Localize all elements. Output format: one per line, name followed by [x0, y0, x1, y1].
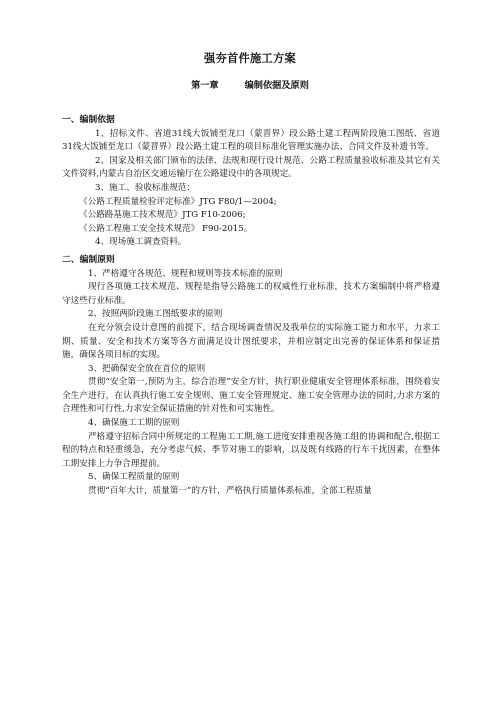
principle-title: 1、严格遵守各规范、规程和规则等技术标准的原则 — [88, 268, 283, 279]
standard-item: 《公路路基施工技术规范》JTG F10-2006; — [79, 210, 246, 221]
paragraph: 4、现场施工调查资料。 — [95, 237, 187, 248]
paragraph: 贯彻“百年大计，质量第一”的方针，严格执行质量体系标准，全部工程质量 — [88, 486, 372, 497]
section-heading-basis: 一、编制依据 — [62, 115, 115, 125]
standard-item: 《公路工程质量检验评定标准》JTG F80/1—2004; — [79, 196, 277, 207]
paragraph: 现行各项施工技术规范、规程是指导公路施工的权威性行业标准，技术方案编制中将严格遵守这些行业标准。 — [62, 282, 440, 306]
paragraph: 2、国家及相关部门颁布的法律、法规和现行设计规范、公路工程质量验收标准及其它有关文件资料,内蒙古自治区交通运输厅在公路建设中的各项规定。 — [62, 155, 440, 180]
document-title: 强夯首件施工方案 — [204, 51, 296, 65]
chapter-heading — [0, 79, 500, 93]
standard-item: 《公路工程施工安全技术规范》 F90-2015。 — [79, 223, 253, 234]
paragraph: 在充分领会设计意图的前提下，结合现场调查情况及我单位的实际施工能力和水平，力求工期、质量、安全和技术方案等各方面满足设计图纸要求，并相应制定出完善的保证体系和保证措施，确保各项目标的实现。 — [62, 322, 440, 361]
principle-title: 3、把确保安全放在首位的原则 — [88, 363, 206, 374]
principle-title: 2、按照两阶段施工图纸要求的原则 — [88, 309, 223, 320]
chapter-title: 编制依据及原则 — [244, 80, 309, 91]
document-body — [62, 110, 440, 499]
principle-title: 5、确保工程质量的原则 — [88, 472, 180, 483]
section-heading-principles: 二、编制原则 — [62, 254, 115, 265]
principle-title: 4、确保施工工期的原则 — [88, 418, 180, 429]
paragraph: 贯彻“安全第一,预防为主，综合治理”安全方针，执行职业健康安全管理体系标准，围绕着安全生产进行，在认真执行施工安全规则、施工安全管理规定、施工安全管理办法的同时,力求方案的合理性和可行性,力求安全保证措施的针对性和可实施性。 — [62, 377, 440, 415]
chapter-number: 第一章 — [191, 80, 219, 91]
paragraph: 严格遵守招标合同中所规定的工程施工工期,施工进度安排重视各施工组的协调和配合,根据工程的特点和轻重缓急，充分考虑气候、季节对施工的影响，以及既有线路的行车干扰因素，在整体工期安排上力争合理提前。 — [62, 431, 440, 469]
paragraph: 1、招标文件、省道31线大饭铺至龙口（蒙晋界）段公路土建工程两阶段施工图纸、省道31线大饭铺至龙口（蒙晋界）段公路土建工程的项目标准化管理实施办法、合同文件及补遗书等。 — [62, 128, 440, 153]
paragraph: 3、施工、验收标准规范： — [95, 182, 195, 193]
